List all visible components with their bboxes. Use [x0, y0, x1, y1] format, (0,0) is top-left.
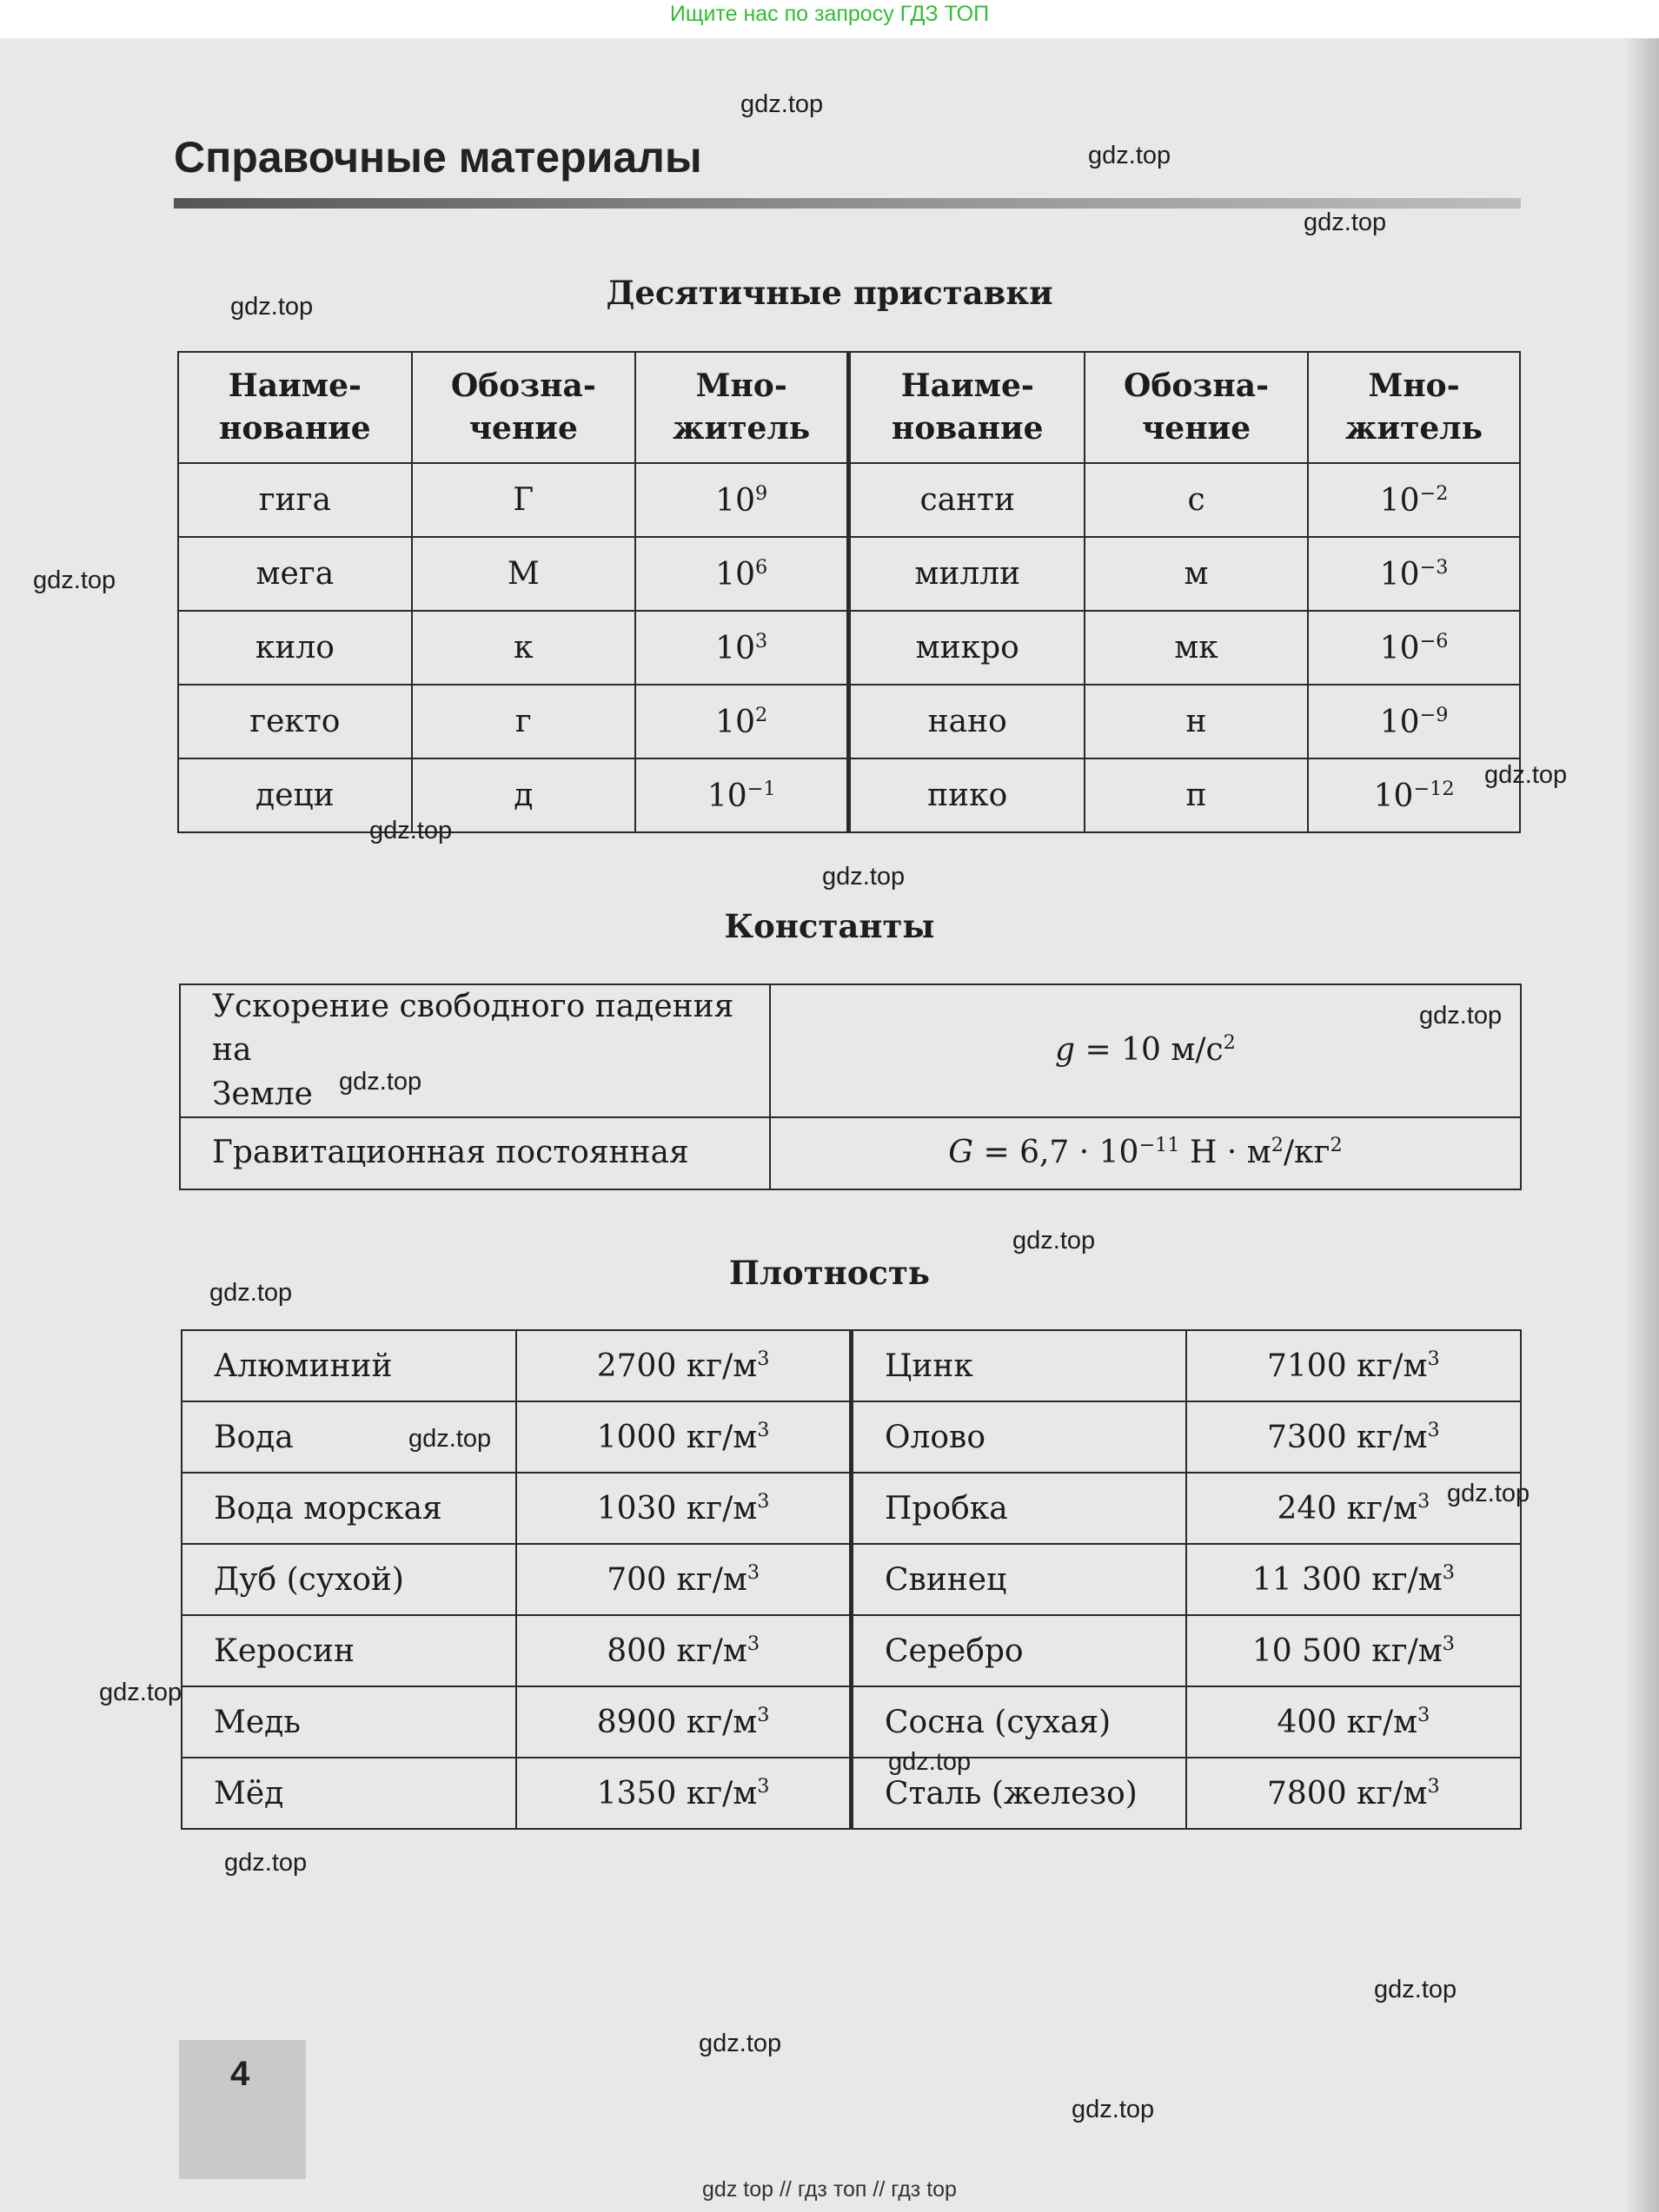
table-row: [182, 1401, 1521, 1473]
table-row: [180, 1117, 1521, 1189]
prefix-multiplier: $10^{-2}$: [1308, 463, 1520, 537]
prefix-name: деци: [178, 758, 412, 832]
header-cell: Мно- житель: [635, 352, 849, 463]
material-name: Цинк: [852, 1330, 1186, 1401]
watermark: gdz.top: [740, 90, 824, 118]
density-value: 7100 $кг/м^3$: [1186, 1330, 1521, 1401]
prefix-multiplier: $10^{-6}$: [1308, 611, 1520, 685]
density-table: [181, 1329, 1522, 1830]
material-name: Керосин: [182, 1615, 516, 1686]
prefix-multiplier: $10^{-1}$: [635, 758, 849, 832]
bottom-banner[interactable]: gdz top // гдз топ // гдз top: [702, 2177, 957, 2202]
table-row: [182, 1544, 1521, 1615]
material-name: Олово: [852, 1401, 1186, 1473]
density-value: 1350 $кг/м^3$: [516, 1758, 851, 1829]
prefix-name: санти: [849, 463, 1085, 537]
page-title: Справочные материалы: [174, 133, 702, 182]
table-row: [180, 984, 1521, 1117]
prefix-symbol: мк: [1085, 611, 1308, 685]
watermark: gdz.top: [209, 1279, 293, 1307]
page-edge-shadow: [1624, 38, 1659, 2212]
constant-value: $G = 6,7 \cdot 10^{-11}$ $Н \cdot м^2/кг^2$: [770, 1117, 1521, 1189]
density-value: 7300 $кг/м^3$: [1186, 1401, 1521, 1473]
prefix-multiplier: $10^{-9}$: [1308, 685, 1520, 758]
prefix-symbol: д: [412, 758, 635, 832]
density-value: 400 $кг/м^3$: [1186, 1686, 1521, 1758]
density-title: Плотность: [729, 1254, 930, 1292]
table-row: [182, 1758, 1521, 1829]
prefix-name: микро: [849, 611, 1085, 685]
density-value: 10 500 $кг/м^3$: [1186, 1615, 1521, 1686]
prefixes-table: [177, 351, 1521, 833]
density-value: 1000 $кг/м^3$: [516, 1401, 851, 1473]
watermark: gdz.top: [1419, 1002, 1503, 1030]
watermark: gdz.top: [99, 1679, 182, 1706]
material-name: Серебро: [852, 1615, 1186, 1686]
constant-label: Гравитационная постоянная: [180, 1117, 770, 1189]
material-name: Медь: [182, 1686, 516, 1758]
prefix-name: милли: [849, 537, 1085, 611]
prefix-multiplier: $10^9$: [635, 463, 849, 537]
prefix-multiplier: $10^6$: [635, 537, 849, 611]
top-banner[interactable]: Ищите нас по запросу ГДЗ ТОП: [669, 2, 990, 26]
density-value: 1030 $кг/м^3$: [516, 1473, 851, 1544]
prefix-name: пико: [849, 758, 1085, 832]
material-name: Вода: [182, 1401, 516, 1473]
density-value: 700 $кг/м^3$: [516, 1544, 851, 1615]
header-cell: Наиме- нование: [178, 352, 412, 463]
table-row: [178, 685, 1520, 758]
prefix-symbol: с: [1085, 463, 1308, 537]
table-row: [178, 611, 1520, 685]
material-name: Вода морская: [182, 1473, 516, 1544]
density-value: 7800 $кг/м^3$: [1186, 1758, 1521, 1829]
material-name: Сосна (сухая): [852, 1686, 1186, 1758]
watermark: gdz.top: [224, 1849, 308, 1877]
prefix-name: нано: [849, 685, 1085, 758]
prefix-multiplier: $10^{-3}$: [1308, 537, 1520, 611]
prefix-name: гига: [178, 463, 412, 537]
prefix-symbol: н: [1085, 685, 1308, 758]
header-cell: Обозна- чение: [1085, 352, 1308, 463]
page-number: 4: [230, 2055, 250, 2093]
watermark: gdz.top: [230, 293, 314, 321]
watermark: gdz.top: [408, 1425, 492, 1453]
watermark: gdz.top: [369, 817, 453, 844]
table-row: [178, 537, 1520, 611]
prefix-symbol: м: [1085, 537, 1308, 611]
material-name: Сталь (железо): [852, 1758, 1186, 1829]
title-underline: [174, 198, 1521, 209]
table-row: [178, 463, 1520, 537]
watermark: gdz.top: [1484, 761, 1568, 789]
density-value: 2700 $кг/м^3$: [516, 1330, 851, 1401]
watermark: gdz.top: [1088, 142, 1171, 169]
table-row: [182, 1686, 1521, 1758]
table-row: [182, 1615, 1521, 1686]
watermark: gdz.top: [888, 1748, 972, 1776]
watermark: gdz.top: [822, 863, 906, 891]
constants-title: Константы: [724, 907, 935, 945]
density-value: 8900 $кг/м^3$: [516, 1686, 851, 1758]
prefixes-title: Десятичные приставки: [606, 274, 1053, 312]
table-row: [182, 1473, 1521, 1544]
watermark: gdz.top: [1374, 1976, 1457, 2003]
prefix-symbol: г: [412, 685, 635, 758]
prefix-symbol: п: [1085, 758, 1308, 832]
prefix-name: кило: [178, 611, 412, 685]
material-name: Алюминий: [182, 1330, 516, 1401]
constant-label: Ускорение свободного падения на Земле: [180, 984, 770, 1117]
prefix-multiplier: $10^{-12}$: [1308, 758, 1520, 832]
density-value: 11 300 $кг/м^3$: [1186, 1544, 1521, 1615]
watermark: gdz.top: [699, 2030, 782, 2057]
density-value: 240 $кг/м^3$: [1186, 1473, 1521, 1544]
constant-value: g = 10 $м/с^2$: [770, 984, 1521, 1117]
prefix-multiplier: $10^2$: [635, 685, 849, 758]
prefix-name: гекто: [178, 685, 412, 758]
watermark: gdz.top: [1072, 2096, 1155, 2123]
prefix-multiplier: $10^3$: [635, 611, 849, 685]
header-cell: Мно- житель: [1308, 352, 1520, 463]
prefix-symbol: к: [412, 611, 635, 685]
header-cell: Наиме- нование: [849, 352, 1085, 463]
watermark: gdz.top: [1012, 1227, 1096, 1255]
watermark: gdz.top: [33, 566, 116, 594]
table-row: [182, 1330, 1521, 1401]
material-name: Мёд: [182, 1758, 516, 1829]
material-name: Свинец: [852, 1544, 1186, 1615]
material-name: Пробка: [852, 1473, 1186, 1544]
density-value: 800 $кг/м^3$: [516, 1615, 851, 1686]
prefix-symbol: М: [412, 537, 635, 611]
watermark: gdz.top: [1304, 209, 1387, 236]
header-cell: Обозна- чение: [412, 352, 635, 463]
prefix-name: мега: [178, 537, 412, 611]
material-name: Дуб (сухой): [182, 1544, 516, 1615]
table-header-row: [178, 352, 1520, 463]
watermark: gdz.top: [339, 1068, 422, 1096]
watermark: gdz.top: [1447, 1480, 1530, 1507]
prefix-symbol: Г: [412, 463, 635, 537]
